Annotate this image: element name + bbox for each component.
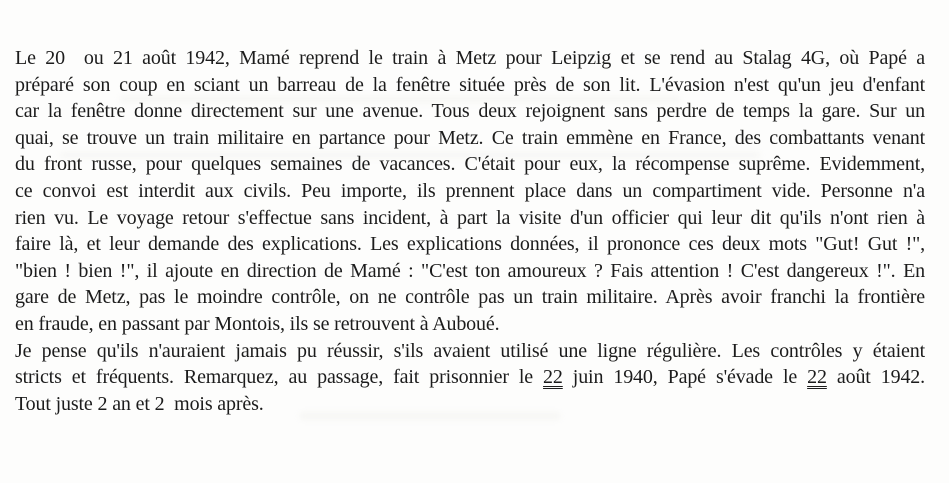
text-run: Tout juste 2 an et 2 mois après. bbox=[15, 392, 264, 415]
body-text bbox=[15, 45, 925, 417]
text-run: du front russe, pour quelques semaines de vacances. C'était pour eux, la récompense suprême. Evidemment, bbox=[15, 153, 925, 176]
text-run: quai, se trouve un train militaire en partance pour Metz. Ce train emmène en France, des combattants venant bbox=[15, 126, 925, 149]
text-run: en fraude, en passant par Montois, ils se retrouvent à Auboué. bbox=[15, 312, 500, 335]
text-run: stricts et fréquents. Remarquez, au passage, fait prisonnier le bbox=[15, 366, 544, 389]
text-line bbox=[15, 284, 925, 311]
text-line bbox=[15, 311, 925, 338]
text-line bbox=[15, 338, 925, 365]
text-line bbox=[15, 364, 925, 391]
text-line bbox=[15, 231, 925, 258]
text-run: Je pense qu'ils n'auraient jamais pu réussir, s'ils avaient utilisé une ligne régulière. Les contrôles y étaient bbox=[15, 339, 925, 362]
text-line bbox=[15, 125, 925, 152]
text-run: août 1942. bbox=[826, 366, 925, 389]
text-line bbox=[15, 178, 925, 205]
text-line bbox=[15, 72, 925, 99]
text-run: préparé son coup en sciant un barreau de la fenêtre située près de son lit. L'évasion n'est qu'un jeu d'enfant bbox=[15, 73, 925, 96]
underlined-date: 22 bbox=[807, 366, 827, 389]
text-run: gare de Metz, pas le moindre contrôle, on ne contrôle pas un train militaire. Après avoir franchi la frontière bbox=[15, 286, 925, 309]
text-run: "bien ! bien !", il ajoute en direction de Mamé : "C'est ton amoureux ? Fais attention ! C'est dangereux !". En bbox=[15, 259, 925, 282]
text-run: car la fenêtre donne directement sur une avenue. Tous deux rejoignent sans perdre de temps la gare. Sur un bbox=[15, 100, 925, 123]
underlined-date: 22 bbox=[543, 366, 563, 389]
text-run: faire là, et leur demande des explications. Les explications données, il prononce ces deux mots "Gut! Gut !", bbox=[15, 233, 925, 256]
text-line bbox=[15, 258, 925, 285]
text-run: ce convoi est interdit aux civils. Peu importe, ils prennent place dans un compartiment vide. Personne n'a bbox=[15, 179, 925, 202]
text-run: Le 20 ou 21 août 1942, Mamé reprend le train à Metz pour Leipzig et se rend au Stalag 4G, où Papé a bbox=[15, 47, 925, 69]
text-run: juin 1940, Papé s'évade le bbox=[562, 366, 808, 389]
text-line bbox=[15, 98, 925, 125]
text-line bbox=[15, 45, 925, 72]
text-run: rien vu. Le voyage retour s'effectue sans incident, à part la visite d'un officier qui leur dit qu'ils n'ont rien à bbox=[15, 206, 925, 229]
text-line bbox=[15, 205, 925, 232]
text-line bbox=[15, 391, 925, 418]
text-line bbox=[15, 151, 925, 178]
